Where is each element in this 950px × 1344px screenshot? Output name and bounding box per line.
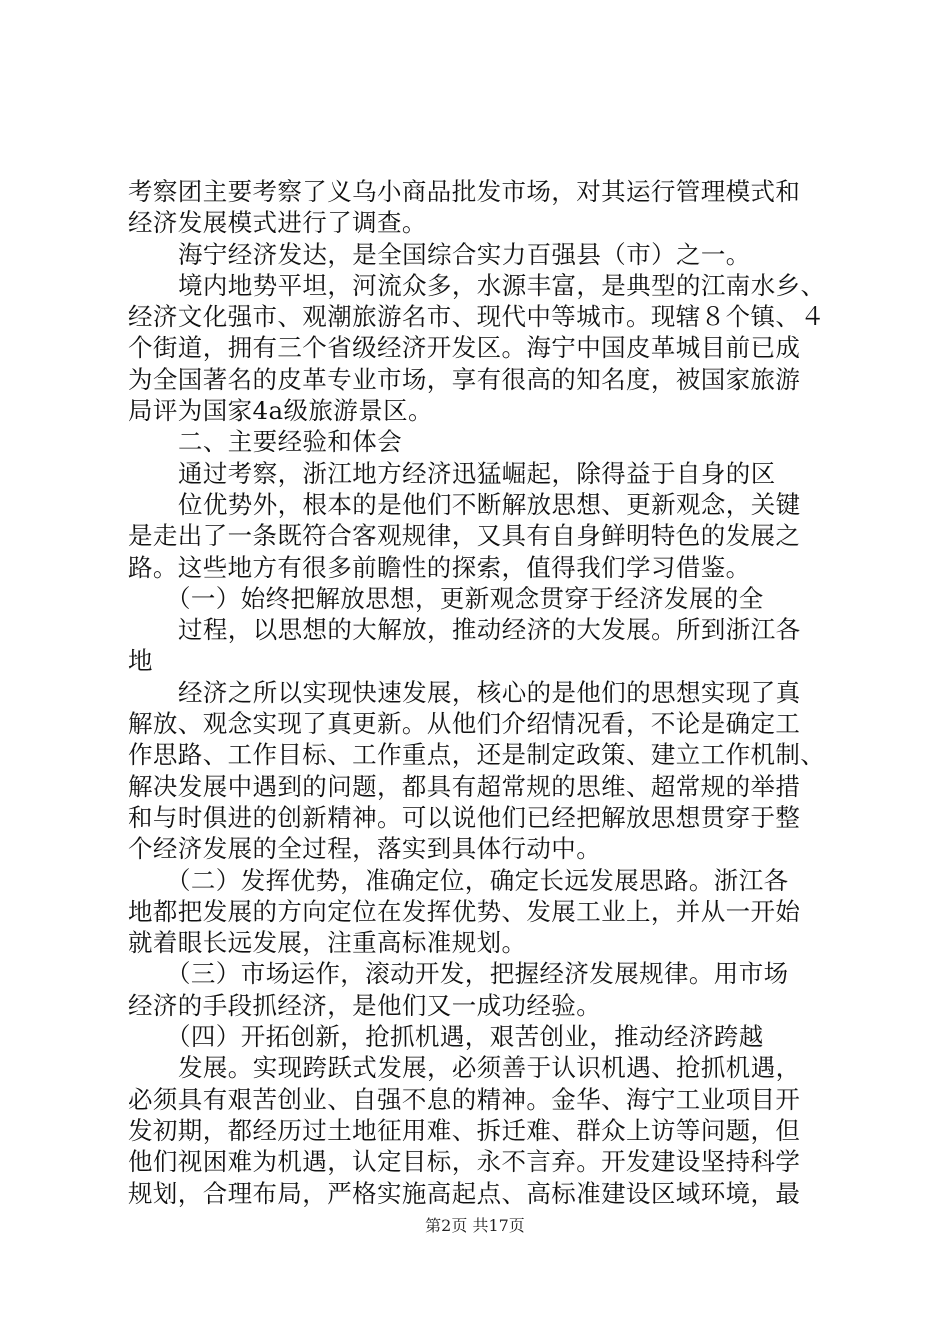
text-line: 解决发展中遇到的问题，都具有超常规的思维、超常规的举措 [128,771,801,801]
text-line: 发初期，都经历过土地征用难、拆迁难、群众上访等问题，但 [128,1115,801,1145]
text-line: 是走出了一条既符合客观规律，又具有自身鲜明特色的发展之 [128,521,801,551]
text-line: 个经济发展的全过程，落实到具体行动中。 [128,834,602,864]
text-line: 二、主要经验和体会 [178,427,403,457]
text-line: 考察团主要考察了义乌小商品批发市场，对其运行管理模式和 [128,177,801,206]
text-line: 解放、观念实现了真更新。从他们介绍情况看，不论是确定工 [128,709,801,739]
text-line: 经济文化强市、观潮旅游名市、现代中等城市。现辖８个镇、４ [128,302,826,332]
text-line: （二）发挥优势，准确定位，确定长远发展思路。浙江各 [166,865,789,895]
text-line: 个街道，拥有三个省级经济开发区。海宁中国皮革城目前已成 [128,333,801,363]
text-line: 地都把发展的方向定位在发挥优势、发展工业上，并从一开始 [128,896,801,926]
text-line: 过程，以思想的大解放，推动经济的大发展。所到浙江各 [178,615,801,645]
text-line: 经济发展模式进行了调查。 [128,208,427,238]
text-line: 规划，合理布局，严格实施高起点、高标准建设区域环境，最 [128,1178,801,1208]
text-line: （三）市场运作，滚动开发，把握经济发展规律。用市场 [166,959,789,989]
text-line: 路。这些地方有很多前瞻性的探索，值得我们学习借鉴。 [128,552,751,582]
text-line: （四）开拓创新，抢抓机遇，艰苦创业，推动经济跨越 [166,1022,764,1052]
page-footer: 第2页 共17页 [425,1216,525,1235]
text-line: 发展。实现跨跃式发展，必须善于认识机遇、抢抓机遇， [178,1053,801,1083]
text-line: 地 [128,646,153,676]
text-line: 必须具有艰苦创业、自强不息的精神。金华、海宁工业项目开 [128,1084,801,1114]
text-line: 境内地势平坦，河流众多，水源丰富，是典型的江南水乡、 [178,270,826,300]
text-line: 经济之所以实现快速发展，核心的是他们的思想实现了真 [178,677,801,707]
text-line: （一）始终把解放思想，更新观念贯穿于经济发展的全 [166,583,764,613]
text-line: 经济的手段抓经济，是他们又一成功经验。 [128,990,602,1020]
text-line: 通过考察，浙江地方经济迅猛崛起，除得益于自身的区 [178,458,776,488]
text-line: 局评为国家4a级旅游景区。 [128,396,433,426]
text-line: 为全国著名的皮革专业市场，享有很高的知名度，被国家旅游 [128,364,801,394]
text-line: 他们视困难为机遇，认定目标，永不言弃。开发建设坚持科学 [128,1147,801,1177]
document-body [128,176,838,1209]
text-line: 和与时俱进的创新精神。可以说他们已经把解放思想贯穿于整 [128,802,801,832]
text-line: 作思路、工作目标、工作重点，还是制定政策、建立工作机制、 [128,740,826,770]
text-line: 就着眼长远发展，注重高标准规划。 [128,928,527,958]
text-line: 位优势外，根本的是他们不断解放思想、更新观念，关键 [178,489,801,519]
text-line: 海宁经济发达，是全国综合实力百强县（市）之一。 [178,239,751,269]
